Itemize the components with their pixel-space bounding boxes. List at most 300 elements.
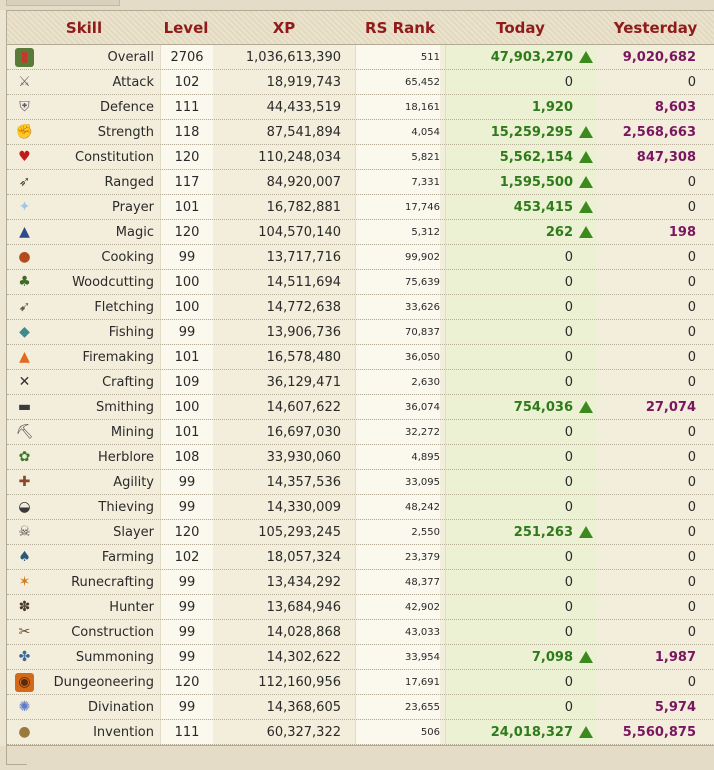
today-value: 0 [564,625,573,640]
today-value: 0 [564,575,573,590]
table-row[interactable] [7,345,714,370]
table-row[interactable] [7,395,714,420]
header-level[interactable]: Level [163,19,209,37]
arrow-feather-icon [15,298,34,317]
pouch-icon-glyph: ✤ [18,649,31,665]
skill-icon-cell [7,695,41,719]
today-value: 0 [564,425,573,440]
yesterday-cell [596,370,713,394]
yesterday-value: 0 [687,550,696,565]
yesterday-cell [596,320,713,344]
skill-xp: 14,511,694 [266,275,341,290]
skill-name[interactable]: Agility [113,475,154,490]
yesterday-value: 27,074 [645,400,696,415]
table-row[interactable] [7,645,714,670]
today-value: 453,415 [513,200,573,215]
skill-name[interactable]: Hunter [109,600,154,615]
skill-name[interactable]: Ranged [104,175,154,190]
skill-rank: 17,691 [355,670,440,694]
skill-level: 111 [160,720,213,744]
skill-name[interactable]: Attack [112,75,154,90]
wizard-hat-icon [15,223,34,242]
today-cell [445,345,597,369]
pouch-icon [15,648,34,667]
skill-xp: 84,920,007 [266,175,341,190]
dungeon-door-icon [15,673,34,692]
shield-icon [15,98,34,117]
skill-name[interactable]: Firemaking [82,350,154,365]
rune-icon [15,573,34,592]
skill-level: 99 [160,645,213,669]
star-icon-glyph: ✦ [18,199,31,215]
skill-level: 100 [160,270,213,294]
skill-name[interactable]: Mining [110,425,154,440]
today-value: 251,263 [513,525,573,540]
lightbulb-icon-glyph: ● [18,724,31,740]
skill-xp: 13,717,716 [266,250,341,265]
yesterday-cell [596,695,713,719]
yesterday-value: 847,308 [636,150,696,165]
skill-name[interactable]: Overall [107,50,154,65]
today-cell [445,620,597,644]
skill-level: 100 [160,295,213,319]
today-value: 15,259,295 [490,125,573,140]
skill-xp: 13,906,736 [266,325,341,340]
skill-name[interactable]: Summoning [75,650,154,665]
wisp-icon-glyph: ✺ [18,699,31,715]
today-cell [445,570,597,594]
skill-icon-cell [7,170,41,194]
table-row[interactable] [7,70,714,95]
yesterday-value: 0 [687,75,696,90]
skill-rank: 32,272 [355,420,440,444]
skill-name[interactable]: Slayer [113,525,154,540]
saw-icon-glyph: ✂ [18,624,31,640]
skill-name[interactable]: Strength [97,125,154,140]
saw-icon [15,623,34,642]
today-cell [445,645,597,669]
gain-arrow-icon [575,445,597,469]
fire-icon [15,348,34,367]
skill-level: 99 [160,595,213,619]
skill-xp: 14,368,605 [266,700,341,715]
skill-xp: 14,357,536 [266,475,341,490]
yesterday-cell [596,70,713,94]
skill-rank: 23,379 [355,545,440,569]
table-header [7,11,714,45]
mask-icon [15,498,34,517]
skill-xp: 14,772,638 [266,300,341,315]
skill-name[interactable]: Fletching [94,300,154,315]
table-row[interactable] [7,245,714,270]
skill-icon-cell [7,145,41,169]
skill-level: 111 [160,95,213,119]
table-row[interactable] [7,545,714,570]
table-row[interactable] [7,595,714,620]
yesterday-cell [596,545,713,569]
yesterday-value: 0 [687,325,696,340]
skill-xp: 14,028,868 [266,625,341,640]
gain-arrow-icon [575,695,597,719]
skill-rank: 33,626 [355,295,440,319]
skill-icon-cell [7,45,41,69]
yesterday-value: 9,020,682 [622,50,696,65]
top-tab-edge [6,0,120,6]
table-row[interactable] [7,170,714,195]
table-row[interactable] [7,495,714,520]
yesterday-value: 1,987 [654,650,696,665]
today-cell [445,170,597,194]
yesterday-value: 0 [687,175,696,190]
today-value: 0 [564,675,573,690]
today-value: 7,098 [531,650,573,665]
yesterday-value: 0 [687,275,696,290]
skill-icon-cell [7,395,41,419]
table-row[interactable] [7,470,714,495]
yesterday-value: 0 [687,575,696,590]
skill-rank: 4,054 [355,120,440,144]
skill-rank: 70,837 [355,320,440,344]
table-row[interactable] [7,520,714,545]
skill-icon-cell [7,420,41,444]
table-row[interactable] [7,620,714,645]
skill-rank: 99,902 [355,245,440,269]
gain-arrow-icon [575,270,597,294]
today-cell [445,695,597,719]
gain-arrow-icon [575,170,597,194]
skill-rank: 17,746 [355,195,440,219]
today-value: 0 [564,350,573,365]
yesterday-cell [596,270,713,294]
pickaxe-icon-glyph: ⛏ [15,424,34,440]
skill-icon-cell [7,295,41,319]
frame-corner [6,746,27,765]
skill-xp: 87,541,894 [266,125,341,140]
today-value: 47,903,270 [490,50,573,65]
skill-level: 120 [160,670,213,694]
skill-xp: 1,036,613,390 [245,50,341,65]
skill-rank: 4,895 [355,445,440,469]
skill-rank: 36,074 [355,395,440,419]
yesterday-value: 5,974 [654,700,696,715]
table-row[interactable] [7,195,714,220]
skill-level: 120 [160,520,213,544]
yesterday-cell [596,195,713,219]
sword-icon-glyph: ⚔ [18,74,31,90]
skill-icon-cell [7,470,41,494]
table-row[interactable] [7,145,714,170]
skill-icon-cell [7,220,41,244]
skill-xp: 14,607,622 [266,400,341,415]
header-rs-rank[interactable]: RS Rank [365,19,435,37]
skill-level: 99 [160,245,213,269]
skill-xp: 16,578,480 [266,350,341,365]
yesterday-cell [596,170,713,194]
today-value: 0 [564,375,573,390]
paw-print-icon [15,598,34,617]
yesterday-cell [596,495,713,519]
gain-arrow-icon [575,645,597,669]
skill-name[interactable]: Smithing [96,400,154,415]
bow-icon-glyph: ➶ [18,174,31,190]
yesterday-cell [596,295,713,319]
table-row[interactable] [7,445,714,470]
yesterday-cell [596,520,713,544]
skill-name[interactable]: Woodcutting [72,275,154,290]
fist-icon [15,123,34,142]
cooking-pot-icon-glyph: ● [18,249,31,265]
table-row[interactable] [7,720,714,745]
herb-icon-glyph: ✿ [18,449,31,465]
table-row[interactable] [7,570,714,595]
skill-rank: 506 [355,720,440,744]
today-value: 0 [564,700,573,715]
today-cell [445,445,597,469]
today-value: 262 [545,225,573,240]
skill-name[interactable]: Dungeoneering [53,675,154,690]
header-today[interactable]: Today [496,19,545,37]
skill-level: 101 [160,420,213,444]
yesterday-cell [596,645,713,669]
paw-print-icon-glyph: ✽ [18,599,31,615]
gain-arrow-icon [575,320,597,344]
skill-icon-cell [7,645,41,669]
skill-name[interactable]: Magic [115,225,154,240]
skill-level: 120 [160,220,213,244]
yesterday-value: 0 [687,250,696,265]
skill-level: 99 [160,620,213,644]
yesterday-value: 0 [687,450,696,465]
today-cell [445,670,597,694]
wisp-icon [15,698,34,717]
header-yesterday[interactable]: Yesterday [613,19,698,37]
fist-icon-glyph: ✊ [15,124,34,140]
today-cell [445,470,597,494]
skill-rank: 48,377 [355,570,440,594]
yesterday-cell [596,395,713,419]
skill-rank: 23,655 [355,695,440,719]
today-value: 1,920 [531,100,573,115]
yesterday-cell [596,245,713,269]
top-strip [0,0,714,10]
yesterday-cell [596,45,713,69]
bar-chart-icon [15,48,34,67]
table-row[interactable] [7,220,714,245]
skill-name[interactable]: Farming [101,550,154,565]
skill-name[interactable]: Thieving [98,500,154,515]
yesterday-cell [596,670,713,694]
skill-name[interactable]: Runecrafting [71,575,154,590]
skills-table [6,10,714,746]
skill-rank: 5,821 [355,145,440,169]
dungeon-door-icon-glyph: ◉ [18,674,31,690]
skill-level: 99 [160,320,213,344]
table-row[interactable] [7,420,714,445]
table-row[interactable] [7,295,714,320]
yesterday-cell [596,570,713,594]
yesterday-value: 0 [687,350,696,365]
header-xp[interactable]: XP [272,19,296,37]
gain-arrow-icon [575,220,597,244]
today-cell [445,120,597,144]
gain-arrow-icon [575,95,597,119]
skill-name[interactable]: Cooking [101,250,154,265]
skill-rank: 511 [355,45,440,69]
skill-level: 99 [160,695,213,719]
fire-icon-glyph: ▲ [19,349,30,365]
yesterday-value: 0 [687,600,696,615]
table-row[interactable] [7,45,714,70]
skill-xp: 110,248,034 [258,150,341,165]
header-skill[interactable]: Skill [65,19,103,37]
skill-xp: 14,330,009 [266,500,341,515]
skill-icon-cell [7,95,41,119]
table-row[interactable] [7,120,714,145]
skill-level: 99 [160,495,213,519]
skill-level: 118 [160,120,213,144]
watering-can-icon-glyph: ♠ [18,549,31,565]
gain-arrow-icon [575,670,597,694]
table-row[interactable] [7,670,714,695]
skill-level: 2706 [160,45,213,69]
skill-icon-cell [7,620,41,644]
yesterday-value: 0 [687,625,696,640]
table-row[interactable] [7,95,714,120]
yesterday-value: 0 [687,675,696,690]
skill-icon-cell [7,520,41,544]
table-row[interactable] [7,695,714,720]
gain-arrow-icon [575,295,597,319]
skill-name[interactable]: Invention [93,725,154,740]
bow-icon [15,173,34,192]
skill-rank: 2,550 [355,520,440,544]
table-row[interactable] [7,320,714,345]
skill-icon-cell [7,195,41,219]
tree-icon-glyph: ♣ [18,274,31,290]
skill-name[interactable]: Herblore [98,450,154,465]
cooking-pot-icon [15,248,34,267]
gain-arrow-icon [575,620,597,644]
star-icon [15,198,34,217]
today-cell [445,45,597,69]
skill-rank: 48,242 [355,495,440,519]
today-cell [445,95,597,119]
skill-xp: 105,293,245 [258,525,341,540]
yesterday-cell [596,420,713,444]
today-cell [445,595,597,619]
yesterday-value: 0 [687,475,696,490]
skill-xp: 16,782,881 [266,200,341,215]
skill-level: 99 [160,470,213,494]
skill-level: 101 [160,195,213,219]
today-value: 24,018,327 [490,725,573,740]
skill-xp: 104,570,140 [258,225,341,240]
yesterday-value: 0 [687,300,696,315]
skill-xp: 13,434,292 [266,575,341,590]
skill-rank: 36,050 [355,345,440,369]
today-cell [445,245,597,269]
gain-arrow-icon [575,470,597,494]
skill-rank: 75,639 [355,270,440,294]
skill-xp: 60,327,322 [266,725,341,740]
today-value: 0 [564,250,573,265]
today-value: 0 [564,325,573,340]
today-cell [445,295,597,319]
skill-xp: 13,684,946 [266,600,341,615]
today-cell [445,545,597,569]
shield-icon-glyph: ⛨ [19,99,30,115]
gain-arrow-icon [575,495,597,519]
skill-level: 99 [160,570,213,594]
skill-rank: 43,033 [355,620,440,644]
skill-level: 109 [160,370,213,394]
skill-name[interactable]: Construction [71,625,154,640]
yesterday-value: 5,560,875 [622,725,696,740]
gain-arrow-icon [575,595,597,619]
skill-xp: 18,057,324 [266,550,341,565]
yesterday-value: 0 [687,200,696,215]
skill-rank: 65,452 [355,70,440,94]
skill-name[interactable]: Prayer [112,200,154,215]
skill-rank: 33,954 [355,645,440,669]
skill-name[interactable]: Fishing [108,325,154,340]
skill-rank: 18,161 [355,95,440,119]
gain-arrow-icon [575,570,597,594]
yesterday-cell [596,345,713,369]
skill-xp: 33,930,060 [266,450,341,465]
today-cell [445,320,597,344]
skill-icon-cell [7,70,41,94]
skill-icon-cell [7,545,41,569]
skill-name[interactable]: Constitution [75,150,154,165]
skill-icon-cell [7,370,41,394]
skill-name[interactable]: Defence [100,100,154,115]
table-row[interactable] [7,270,714,295]
today-value: 1,595,500 [499,175,573,190]
skill-xp: 36,129,471 [266,375,341,390]
today-value: 5,562,154 [499,150,573,165]
yesterday-cell [596,95,713,119]
skill-icon-cell [7,320,41,344]
today-value: 0 [564,550,573,565]
gain-arrow-icon [575,345,597,369]
anvil-icon-glyph: ▬ [17,399,32,415]
today-cell [445,70,597,94]
yesterday-cell [596,595,713,619]
gain-arrow-icon [575,145,597,169]
running-figure-icon-glyph: ✚ [18,474,31,490]
skull-icon-glyph: ☠ [18,524,31,540]
skill-name[interactable]: Crafting [102,375,154,390]
skill-icon-cell [7,670,41,694]
gain-arrow-icon [575,70,597,94]
yesterday-value: 0 [687,525,696,540]
skill-icon-cell [7,345,41,369]
today-value: 0 [564,75,573,90]
today-value: 0 [564,450,573,465]
skill-name[interactable]: Divination [87,700,154,715]
yesterday-value: 8,603 [654,100,696,115]
running-figure-icon [15,473,34,492]
table-body [7,45,714,745]
mask-icon-glyph: ◒ [18,499,31,515]
table-row[interactable] [7,370,714,395]
gain-arrow-icon [575,420,597,444]
tree-icon [15,273,34,292]
skill-rank: 5,312 [355,220,440,244]
yesterday-value: 2,568,663 [622,125,696,140]
yesterday-cell [596,120,713,144]
